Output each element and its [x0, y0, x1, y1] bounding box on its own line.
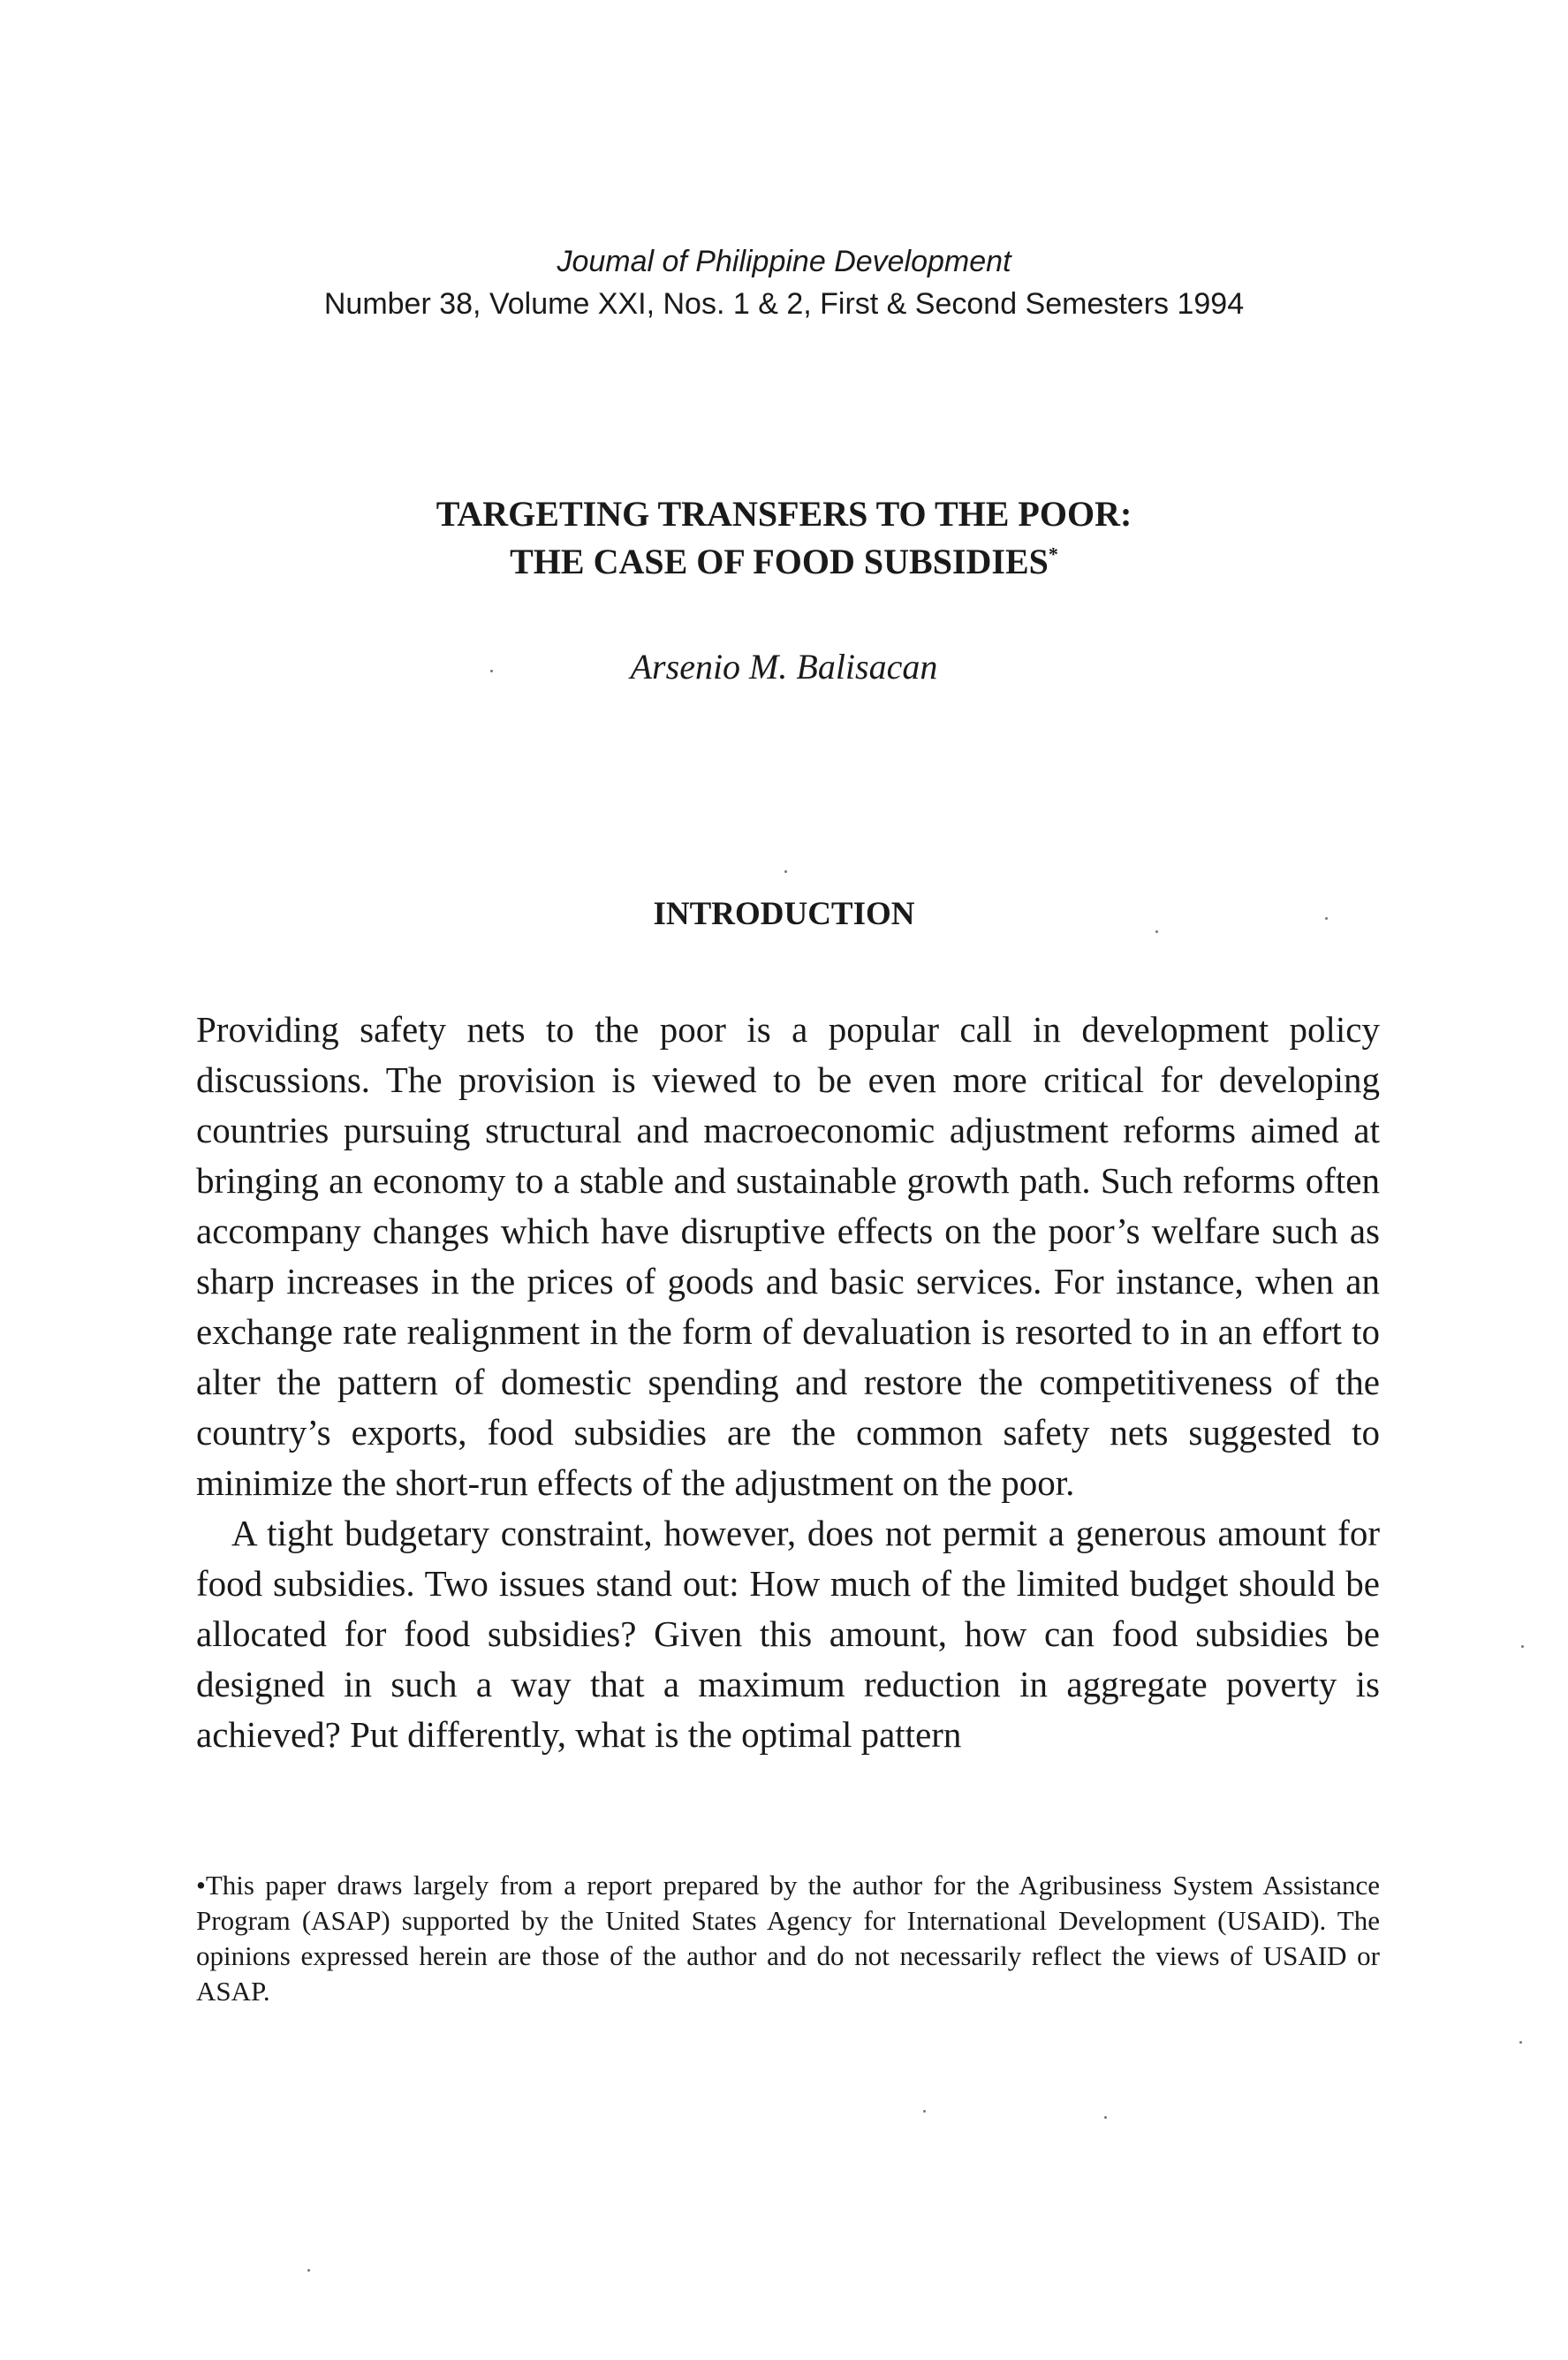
article-title	[0, 490, 1568, 586]
scan-speck	[1155, 930, 1158, 933]
author-name: Arsenio M. Balisacan	[630, 647, 938, 687]
scan-speck	[1519, 2041, 1522, 2044]
scan-speck	[784, 870, 787, 873]
journal-header	[0, 240, 1568, 325]
title-line-1: TARGETING TRANSFERS TO THE POOR:	[436, 494, 1132, 534]
footnote	[196, 1868, 1380, 2009]
footnote-text: This paper draws largely from a report prepared by the author for the Agribusiness System Assistance Program (ASAP) supported by the United States Agency for International Development (USAID). The opinions expressed herein are those of the author and do not necessarily reflect the views of USAID or ASAP.	[196, 1870, 1380, 2007]
title-footnote-mark: *	[1048, 543, 1058, 565]
section-heading: INTRODUCTION	[653, 896, 915, 932]
paragraph-2: A tight budgetary constraint, however, does not permit a generous amount for food subsidies. Two issues stand out: How much of the limited budget should be allocated for food subsidies? Given this amount, how can food subsidies be designed in such a way that a maximum reduction in aggregate poverty is achieved? Put differently, what is the optimal pattern	[196, 1513, 1380, 1755]
title-line-2-wrapper	[0, 538, 1568, 586]
scan-speck	[1521, 1645, 1524, 1648]
scan-speck	[490, 670, 493, 672]
journal-name: Joumal of Philippine Development	[557, 245, 1011, 278]
scan-speck	[923, 2110, 926, 2113]
body-text	[196, 1005, 1380, 1760]
scan-speck	[1325, 917, 1328, 920]
footnote-marker: •	[196, 1870, 206, 1901]
scan-speck	[307, 2269, 310, 2272]
scan-speck	[1104, 2116, 1107, 2119]
issue-line: Number 38, Volume XXI, Nos. 1 & 2, First & Second Semesters 1994	[323, 287, 1245, 321]
paragraph-1: Providing safety nets to the poor is a popular call in development policy discussions. The provision is viewed to be even more critical for developing countries pursuing structural and macroeconomic adjustment reforms aimed at bringing an economy to a stable and sustainable growth path. Such reforms often accompany changes which have disruptive effects on the poor’s welfare such as sharp increases in the prices of goods and basic services. For instance, when an exchange rate realignment in the form of devaluation is resorted to in an effort to alter the pattern of domestic spending and restore the competitiveness of the country’s exports, food subsidies are the common safety nets suggested to minimize the short-run effects of the adjustment on the poor.	[196, 1009, 1380, 1503]
title-line-2: THE CASE OF FOOD SUBSIDIES	[510, 542, 1049, 581]
